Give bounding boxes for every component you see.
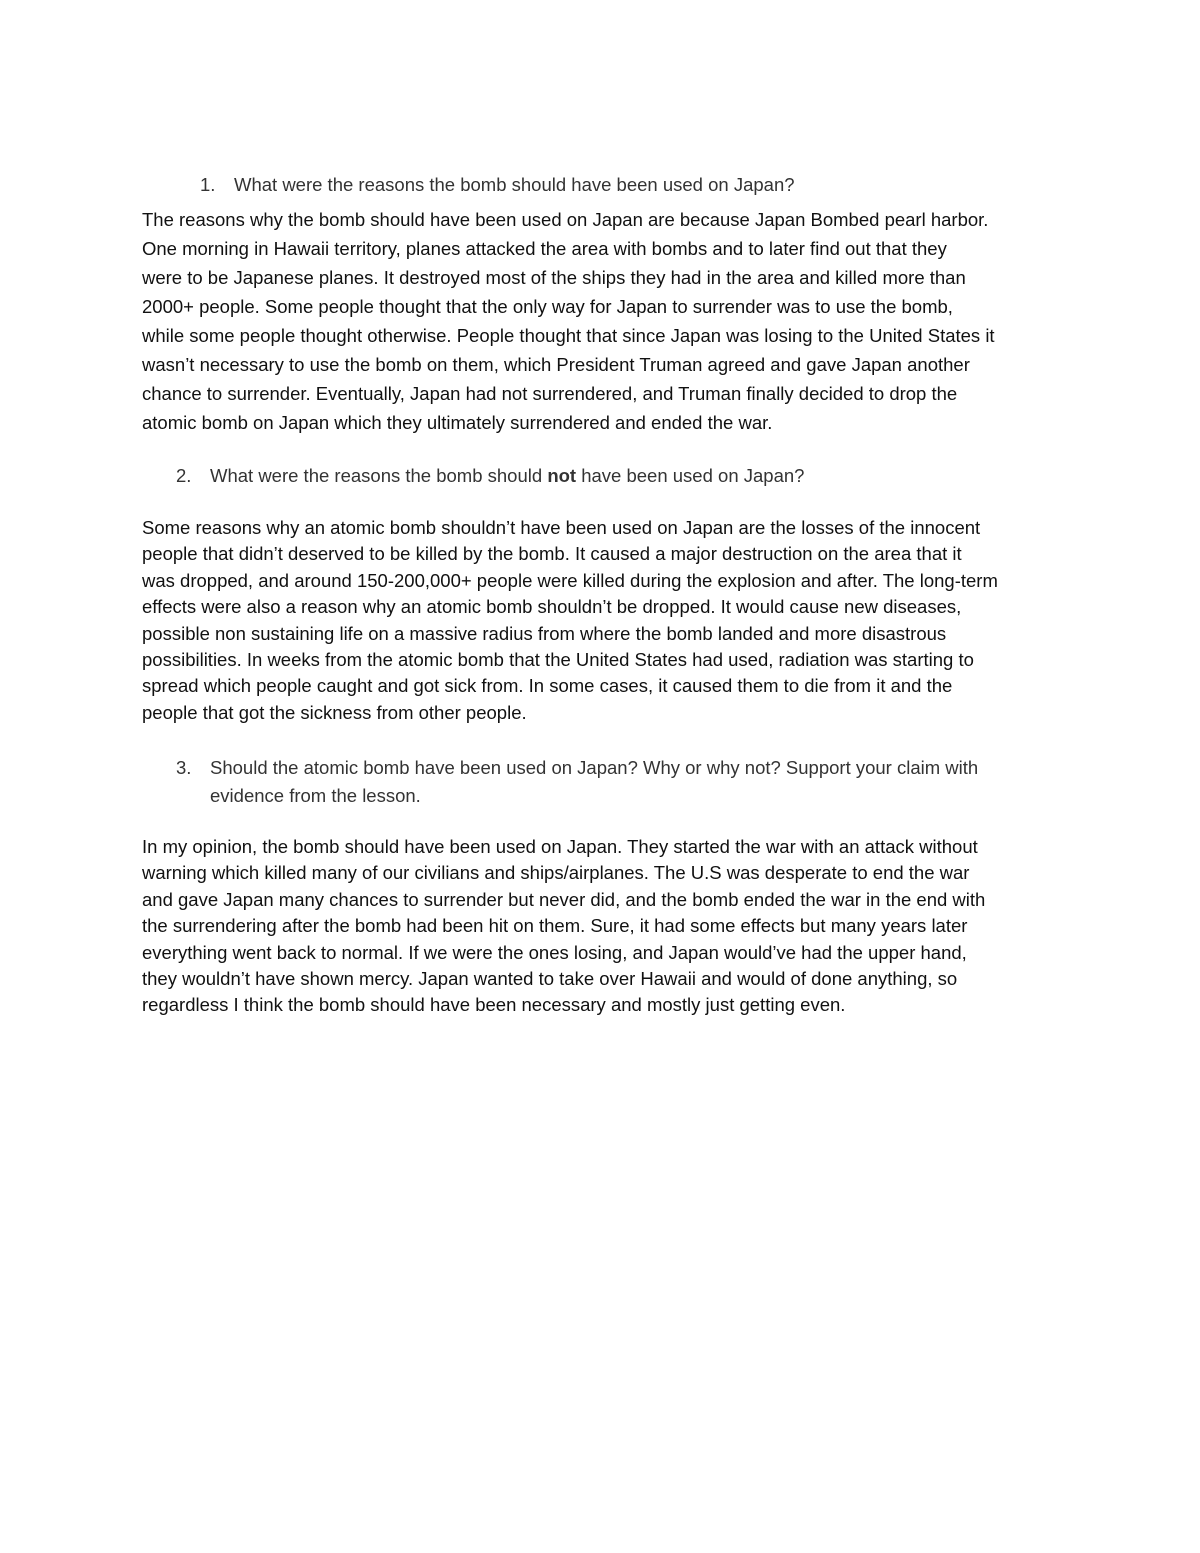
answer-line: warning which killed many of our civilians and ships/airplanes. The U.S was desperate to end the war bbox=[142, 862, 970, 884]
answer-line: people that got the sickness from other people. bbox=[142, 701, 527, 723]
answer-line: 2000+ people. Some people thought that the only way for Japan to surrender was to use the bomb, bbox=[142, 296, 953, 317]
answer-3 bbox=[142, 834, 1062, 1019]
question-text-emphasis: not bbox=[547, 465, 577, 486]
answer-line: wasn’t necessary to use the bomb on them, which President Truman agreed and gave Japan another bbox=[142, 354, 970, 375]
question-text-line-2: evidence from the lesson. bbox=[210, 785, 421, 806]
answer-line: were to be Japanese planes. It destroyed most of the ships they had in the area and killed more than bbox=[142, 267, 966, 288]
answer-line: they wouldn’t have shown mercy. Japan wanted to take over Hawaii and would of done anything, so bbox=[142, 968, 958, 990]
answer-line: effects were also a reason why an atomic bomb shouldn’t be dropped. It would cause new diseases, bbox=[142, 596, 962, 618]
question-number: 1. bbox=[200, 174, 216, 195]
answer-line: chance to surrender. Eventually, Japan had not surrendered, and Truman finally decided to drop the bbox=[142, 383, 958, 404]
question-number: 2. bbox=[176, 465, 192, 486]
question-1 bbox=[200, 171, 795, 199]
answer-line: spread which people caught and got sick from. In some cases, it caused them to die from it and the bbox=[142, 675, 953, 697]
question-text bbox=[210, 754, 1056, 810]
answer-2 bbox=[142, 515, 1062, 726]
answer-line: In my opinion, the bomb should have been used on Japan. They started the war with an attack without bbox=[142, 836, 978, 857]
question-text-line-1: Should the atomic bomb have been used on Japan? Why or why not? Support your claim with bbox=[210, 757, 979, 778]
question-2 bbox=[176, 462, 804, 490]
answer-line: One morning in Hawaii territory, planes attacked the area with bombs and to later find out that they bbox=[142, 238, 947, 259]
answer-line: everything went back to normal. If we were the ones losing, and Japan would’ve had the upper hand, bbox=[142, 941, 967, 963]
answer-line: and gave Japan many chances to surrender but never did, and the bomb ended the war in the end with bbox=[142, 888, 986, 910]
answer-line: was dropped, and around 150-200,000+ people were killed during the explosion and after. The long-term bbox=[142, 569, 998, 591]
answer-line: Some reasons why an atomic bomb shouldn’t have been used on Japan are the losses of the innocent bbox=[142, 517, 981, 538]
question-text bbox=[210, 462, 804, 490]
question-text-start: What were the reasons the bomb should bbox=[210, 465, 548, 486]
answer-line: The reasons why the bomb should have been used on Japan are because Japan Bombed pearl harbor. bbox=[142, 209, 989, 230]
question-text: What were the reasons the bomb should have been used on Japan? bbox=[234, 174, 795, 195]
question-3 bbox=[176, 754, 1056, 810]
answer-line: while some people thought otherwise. People thought that since Japan was losing to the United States it bbox=[142, 325, 995, 346]
question-text-end: have been used on Japan? bbox=[576, 465, 805, 486]
answer-line: possibilities. In weeks from the atomic bomb that the United States had used, radiation was starting to bbox=[142, 649, 974, 671]
question-number: 3. bbox=[176, 757, 192, 778]
answer-line: people that didn’t deserved to be killed by the bomb. It caused a major destruction on the area that it bbox=[142, 543, 962, 565]
answer-line: the surrendering after the bomb had been hit on them. Sure, it had some effects but many years later bbox=[142, 915, 968, 937]
answer-1 bbox=[142, 205, 1062, 437]
answer-line: atomic bomb on Japan which they ultimately surrendered and ended the war. bbox=[142, 412, 773, 433]
answer-line: regardless I think the bomb should have been necessary and mostly just getting even. bbox=[142, 994, 846, 1016]
answer-line: possible non sustaining life on a massive radius from where the bomb landed and more disastrous bbox=[142, 622, 947, 644]
